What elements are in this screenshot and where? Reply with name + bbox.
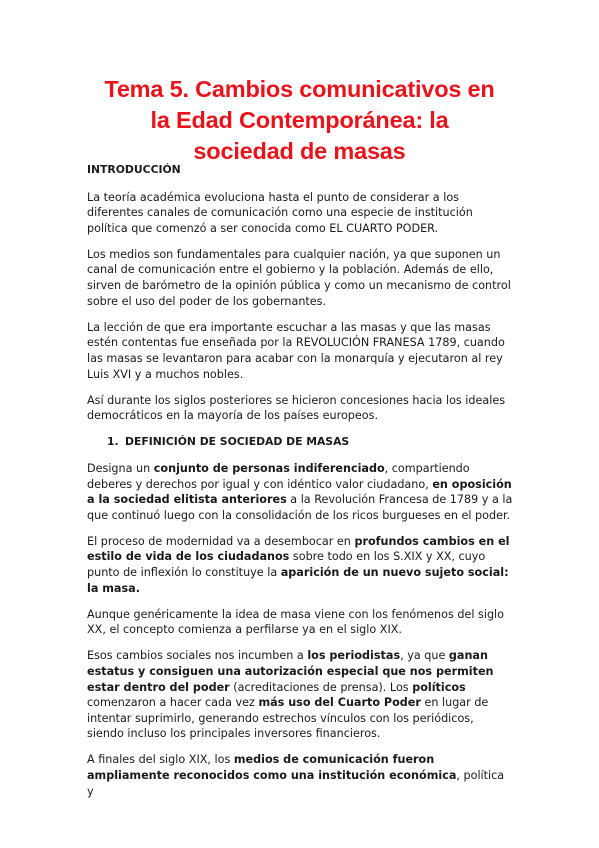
paragraph-5 <box>87 461 513 523</box>
text-run: El proceso de modernidad va a desembocar en <box>87 534 355 548</box>
bold-run: políticos <box>412 680 466 694</box>
bold-run: medios de comunicación fueron ampliamente reconocidos como una institución económica <box>87 753 457 782</box>
section-1-heading <box>87 434 513 450</box>
section-1-number: 1. <box>107 435 119 449</box>
text-run: (acreditaciones de prensa). Los <box>229 680 413 694</box>
bold-run: los periodistas <box>307 649 401 663</box>
text-run: sobre todo en los S.XIX y XX, cuyo punto de inflexión lo constituye la <box>87 550 486 579</box>
text-run: en lugar de intentar suprimirlo, generando estrechos vínculos con los periódicos, siendo incluso los principales inversores financieros. <box>87 696 489 741</box>
text-run: comenzaron a hacer cada vez <box>87 696 259 710</box>
text-run: , ya que <box>400 649 449 663</box>
paragraph-4: Así durante los siglos posteriores se hicieron concesiones hacia los ideales democráticos en la mayoría de los países europeos. <box>87 393 506 423</box>
introduction-heading: INTRODUCCIÓN <box>87 163 181 176</box>
paragraph-9 <box>87 752 513 799</box>
paragraph-1: La teoría académica evoluciona hasta el punto de considerar a los diferentes canales de comunicación como una especie de institución política que comenzó a ser conocida como EL CUARTO PODER. <box>87 190 473 235</box>
paragraph-3: La lección de que era importante escuchar a las masas y que las masas estén contentas fue enseñada por la REVOLUCIÓN FRANESA 1789, cuando las masas se levantaron para acabar con la monarquía y ejecutaron al rey Luis XVI y a muchos nobles. <box>87 320 505 381</box>
title-line-3: sociedad de masas <box>193 138 406 164</box>
section-1-title: DEFINICIÓN DE SOCIEDAD DE MASAS <box>125 435 350 449</box>
bold-run: profundos cambios en el estilo de vida de los ciudadanos <box>87 534 510 564</box>
text-run: A finales del siglo XIX, los <box>87 753 234 767</box>
text-run: , política y <box>87 769 505 798</box>
paragraph-8 <box>87 648 513 742</box>
document-title <box>60 74 539 167</box>
paragraph-7: Aunque genéricamente la idea de masa viene con los fenómenos del siglo XX, el concepto comienza a perfilarse ya en el siglo XIX. <box>87 607 505 637</box>
bold-run: en oposición a la sociedad elitista anteriores <box>87 477 512 507</box>
document-body <box>87 162 513 810</box>
paragraph-2: Los medios son fundamentales para cualquier nación, ya que suponen un canal de comunicación entre el gobierno y la población. Además de ello, sirven de barómetro de la opinión pública y como un mecanismo de control sobre el uso del poder de los gobernantes. <box>87 247 511 308</box>
title-line-2: la Edad Contemporánea: la <box>150 107 449 133</box>
text-run: a la Revolución Francesa de 1789 y a la que continuó luego con la consolidación de los ricos burgueses en el poder. <box>87 493 513 522</box>
title-line-1: Tema 5. Cambios comunicativos en <box>104 76 495 102</box>
text-run: Designa un <box>87 461 154 475</box>
text-run: Esos cambios sociales nos incumben a <box>87 649 308 663</box>
bold-run: ganan estatus y consiguen una autorización especial que nos permiten estar dentro del poder <box>87 649 494 694</box>
text-run: , compartiendo deberes y derechos por igual y con idéntico valor ciudadano, <box>87 461 470 491</box>
bold-run: aparición de un nuevo sujeto social: la masa. <box>87 565 509 595</box>
bold-run: conjunto de personas indiferenciado <box>153 461 385 475</box>
paragraph-6 <box>87 534 513 596</box>
bold-run: más uso del Cuarto Poder <box>258 696 421 710</box>
